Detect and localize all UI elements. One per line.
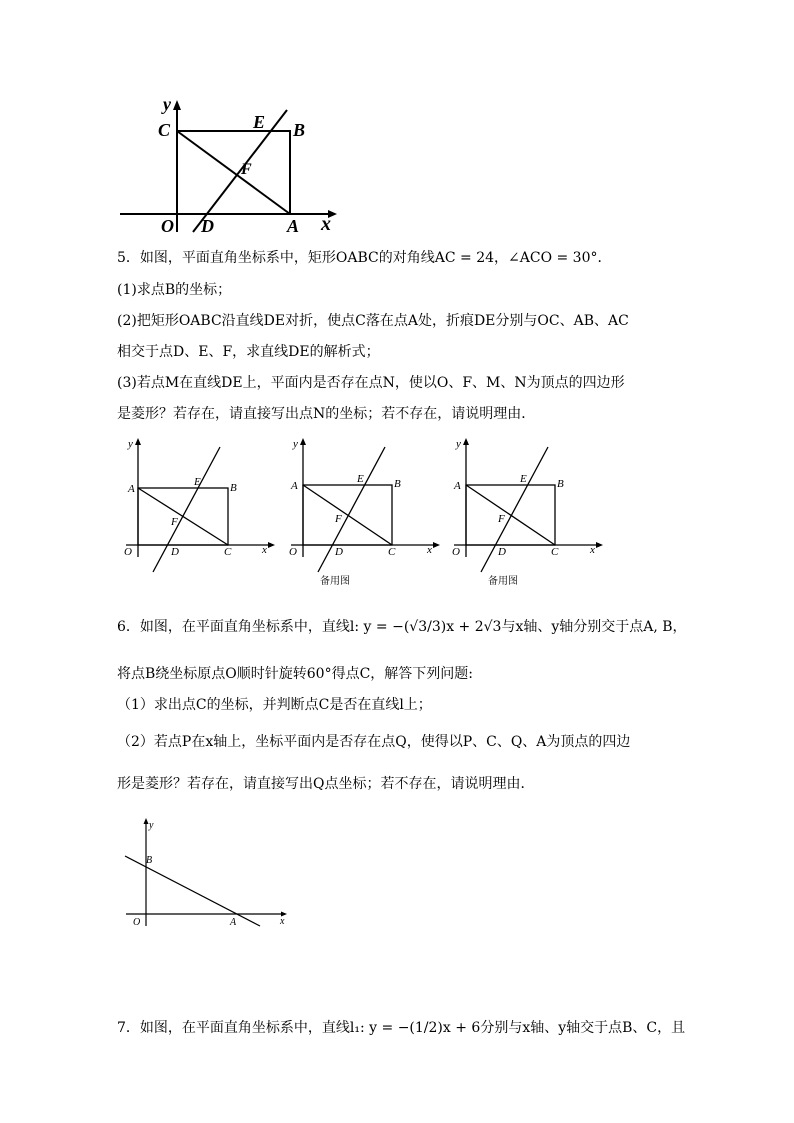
p5-fig3-label-b: B: [557, 478, 564, 490]
p5-line6: 是菱形？若存在，请直接写出点N的坐标；若不存在，请说明理由．: [117, 406, 536, 422]
p5-fig3-label-c: C: [551, 546, 559, 558]
p6-label-x: x: [280, 916, 285, 927]
top-label-x: x: [321, 213, 331, 235]
p5-fig3-label-a: A: [454, 480, 461, 492]
p5-fig1-label-b: B: [230, 482, 237, 494]
p5-fig2-label-e: E: [357, 473, 364, 485]
p5-figure-backup-2: [446, 435, 606, 580]
p6-label-a: A: [230, 917, 237, 928]
top-label-e: E: [253, 112, 266, 132]
p5-fig2-label-x: x: [427, 544, 432, 556]
p5-line4: 相交于点D、E、F，求直线DE的解析式；: [117, 344, 380, 360]
p5-caption-backup-2: 备用图: [488, 576, 518, 587]
top-figure: [115, 92, 345, 237]
p5-line5: (3)若点M在直线DE上，平面内是否存在点N，使以O、F、M、N为顶点的四边形: [117, 375, 625, 391]
top-label-f: F: [241, 161, 252, 178]
p5-fig2-label-c: C: [388, 546, 396, 558]
p5-fig1-label-d: D: [171, 546, 179, 558]
p5-fig3-label-f: F: [498, 513, 505, 525]
p5-fig1-label-a: A: [128, 483, 135, 495]
p6-line2: 将点B绕坐标原点O顺时针旋转60°得点C，解答下列问题:: [117, 666, 474, 682]
top-label-o: O: [161, 216, 174, 236]
p5-fig1-label-o: O: [124, 546, 132, 558]
p5-fig3-label-y: y: [456, 438, 461, 450]
p5-fig3-label-e: E: [520, 473, 527, 485]
p5-fig3-label-x: x: [590, 544, 595, 556]
p5-fig1-label-x: x: [262, 544, 267, 556]
p6-figure: [118, 816, 293, 931]
p5-fig2-label-a: A: [291, 480, 298, 492]
top-label-b: B: [293, 120, 306, 140]
p5-fig3-label-d: D: [498, 546, 506, 558]
top-label-d: D: [201, 216, 214, 236]
p5-fig2-label-b: B: [394, 478, 401, 490]
p6-line3: （1）求出点C的坐标，并判断点C是否在直线l上；: [117, 697, 432, 713]
p6-line4: （2）若点P在x轴上，坐标平面内是否存在点Q，使得以P、C、Q、A为顶点的四边: [117, 734, 631, 750]
p5-line1: 5．如图，平面直角坐标系中，矩形OABC的对角线AC = 24，∠ACO = 30°．: [117, 250, 612, 266]
p6-line1: 6．如图，在平面直角坐标系中，直线l: y = −(√3/3)x + 2√3与x轴、y轴分别交于点A, B，: [117, 619, 687, 635]
p5-fig2-label-y: y: [293, 438, 298, 450]
p5-fig1-label-c: C: [224, 546, 232, 558]
top-label-a: A: [287, 216, 300, 236]
p6-label-y: y: [149, 820, 154, 831]
p5-line3: (2)把矩形OABC沿直线DE对折，使点C落在点A处，折痕DE分别与OC、AB、AC: [117, 313, 629, 329]
p5-figure-main: [118, 435, 278, 580]
p5-line2: (1)求点B的坐标；: [117, 282, 232, 298]
p5-fig1-label-y: y: [128, 438, 133, 450]
p5-figure-backup-1: [283, 435, 443, 580]
p5-fig2-label-o: O: [289, 546, 297, 558]
p5-fig2-label-f: F: [335, 513, 342, 525]
p6-label-o: O: [133, 917, 141, 928]
top-label-y: y: [163, 94, 171, 114]
p6-label-b: B: [146, 855, 153, 866]
p5-fig3-label-o: O: [452, 546, 460, 558]
p6-line5: 形是菱形？若存在，请直接写出Q点坐标；若不存在，请说明理由．: [117, 776, 535, 792]
p5-fig2-label-d: D: [335, 546, 343, 558]
p5-fig1-label-f: F: [171, 516, 178, 528]
p5-caption-backup-1: 备用图: [320, 576, 350, 587]
p5-fig1-label-e: E: [194, 476, 201, 488]
p7-line1: 7．如图，在平面直角坐标系中，直线l₁: y = −(1/2)x + 6分别与x轴、y轴交于点B、C，且: [117, 1020, 686, 1036]
top-label-c: C: [158, 120, 171, 140]
